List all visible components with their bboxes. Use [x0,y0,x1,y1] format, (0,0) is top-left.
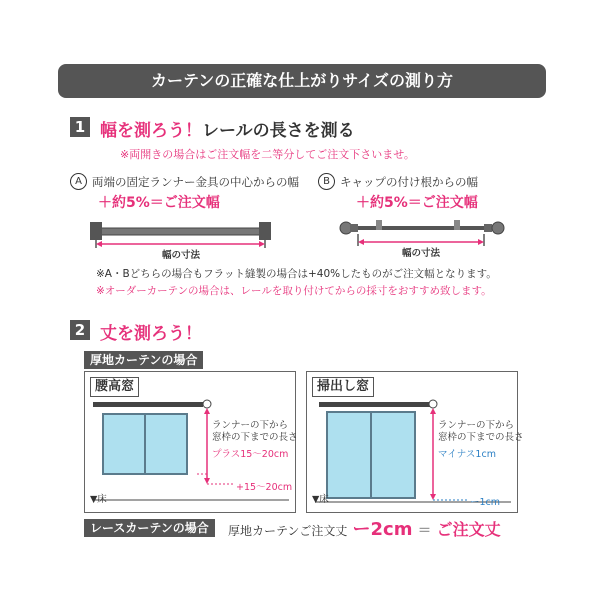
marker-a: A [70,173,87,190]
lace-formula-part2: ー2cm [352,519,413,540]
section-1-heading [100,116,355,141]
lace-formula-part1: 厚地カーテンご注文丈 [228,524,348,538]
waist-pink-note: プラス15～20cm [212,449,289,460]
section-1-heading-rest: レールの長さを測る [202,121,355,141]
page-title-banner [58,64,546,98]
waist-label-line2: 窓枠の下までの長さ [212,432,298,443]
option-a-dim-label: 幅の寸法 [162,250,201,261]
sweep-bottom-note: ー1cm [470,497,501,508]
lace-formula-result: ご注文丈 [436,520,501,539]
waist-bottom-note: +15～20cm [236,482,293,493]
section-1-number: 1 [70,117,90,137]
waist-floor-label: ▼床 [90,494,107,505]
sweep-label-line2: 窓枠の下までの長さ [438,432,524,443]
option-a-label: 両端の固定ランナー金具の中心からの幅 [92,175,299,189]
sweep-label-line1: ランナーの下から [438,420,515,431]
note-flat-sewing: ※A・Bどちらの場合もフラット縫製の場合は+40%したものがご注文幅となります。 [96,268,497,280]
section-1-heading-pink: 幅を測ろう！ [100,121,202,141]
option-b-label: キャップの付け根からの幅 [340,175,478,189]
marker-b: B [318,173,335,190]
sweep-floor-label: ▼床 [312,494,329,505]
thick-curtain-tag: 厚地カーテンの場合 [84,351,203,369]
waist-label-line1: ランナーの下から [212,420,289,431]
lace-formula-equals: ＝ [417,523,432,539]
note-order-curtain: ※オーダーカーテンの場合は、レールを取り付けてからの採寸をおすすめ致します。 [96,285,492,297]
option-b-formula: ＋約5%＝ご注文幅 [356,195,478,211]
sweep-blue-note: マイナス1cm [438,449,496,460]
panel-waist-window-title: 腰高窓 [90,377,139,397]
panel-sweep-window-title: 掃出し窓 [312,377,374,397]
option-b-dim-label: 幅の寸法 [402,248,441,259]
lace-curtain-tag: レースカーテンの場合 [84,519,215,537]
option-a-formula: ＋約5%＝ご注文幅 [98,195,220,211]
section-2-heading: 丈を測ろう！ [100,324,202,344]
section-2-number: 2 [70,320,90,340]
page-title: カーテンの正確な仕上がりサイズの測り方 [151,71,453,90]
section-1-subnote: ※両開きの場合はご注文幅を二等分してご注文下さいませ。 [120,148,415,161]
lace-formula [228,515,501,541]
